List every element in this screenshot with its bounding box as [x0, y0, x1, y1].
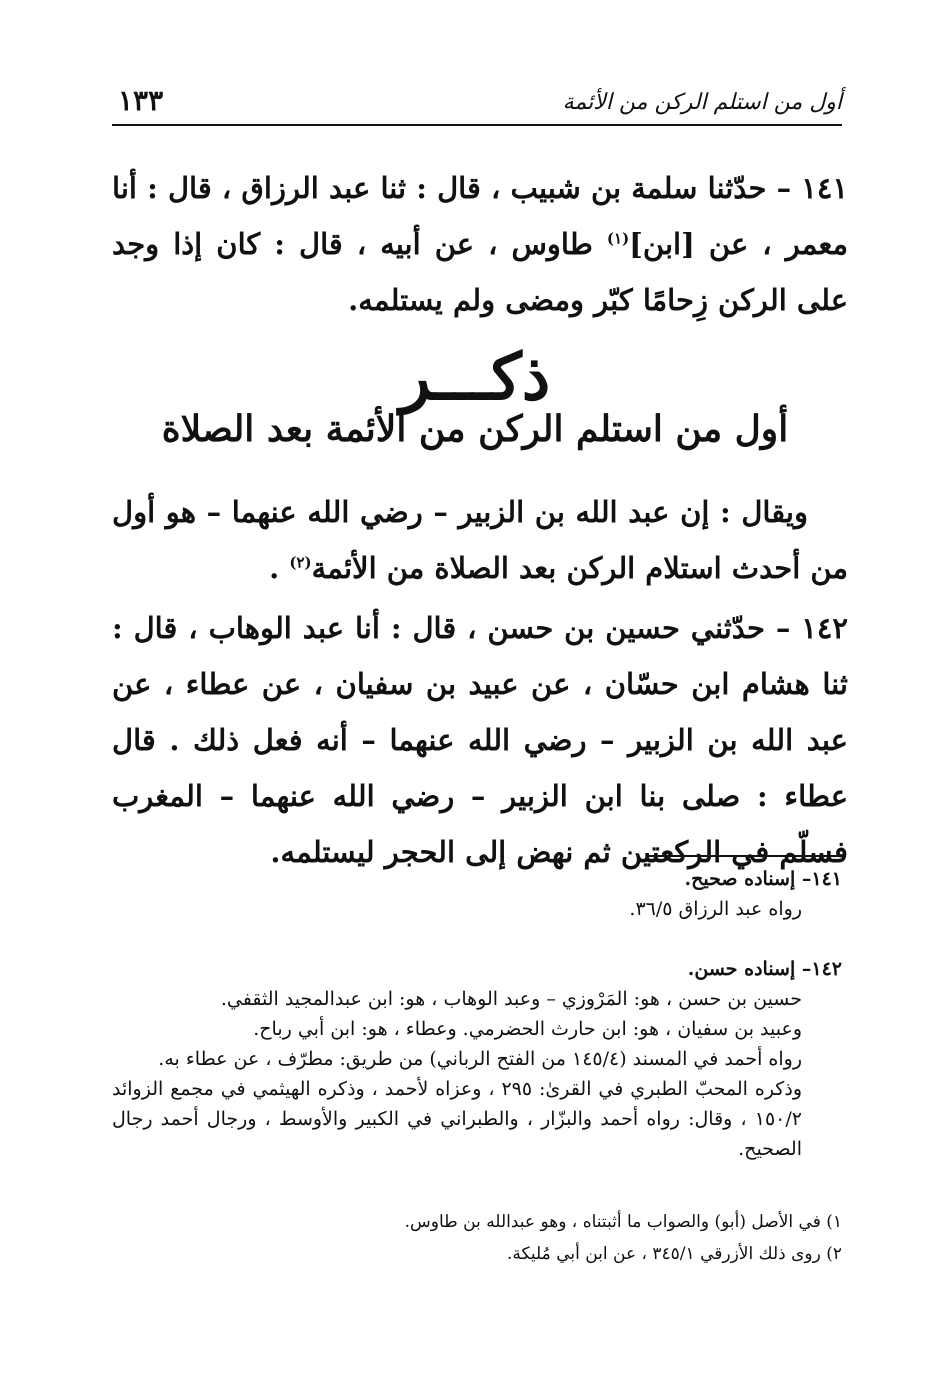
footnote-141 [112, 864, 842, 924]
footnote-142-line: وذكره المحبّ الطبري في القرىٰ: ٢٩٥ ، وعزاه لأحمد ، وذكره الهيثمي في مجمع الزوائد ١٥٠/٢ ، وقال: رواه أحمد والبزّار ، والطبراني في الكبير والأوسط ، ورجال أحمد رجال الصحيح. [112, 1078, 802, 1160]
section-intro [112, 484, 848, 596]
hadith-142-number: ١٤٢ – [775, 611, 848, 645]
footnote-141-head: ١٤١– إسناده صحيح. [684, 868, 842, 890]
footnote-ref-1: (١) [606, 229, 630, 248]
footnote-divider [648, 855, 842, 857]
footnote-ref-2: (٢) [289, 553, 312, 572]
footnote-142 [112, 954, 842, 1164]
hadith-142-text: حدّثني حسين بن حسن ، قال : أنا عبد الوهاب ، قال : ثنا هشام ابن حسّان ، عن عبيد بن سفيان ، عن عطاء ، عن عبد الله بن الزبير – رضي الله عنهما – أنه فعل ذلك . قال عطاء : صلى بنا ابن الزبير – رضي الله عنهما – المغرب فسلّم في الركعتين ثم نهض إلى الحجر ليستلمه. [112, 611, 848, 869]
margin-note-2: ٢) روى ذلك الأزرقي ٣٤٥/١ ، عن ابن أبي مُليكة. [507, 1244, 842, 1264]
margin-note-1: ١) في الأصل (أبو) والصواب ما أثبتناه ، وهو عبدالله بن طاوس. [404, 1212, 842, 1232]
hadith-141-text-b: طاوس ، عن أبيه ، قال : كان إذا وجد على الركن زِحامًا كبّر ومضى ولم يستلمه. [112, 227, 848, 317]
hadith-141 [112, 160, 848, 328]
footnote-142-line: وعبيد بن سفيان ، هو: ابن حارث الحضرمي. وعطاء ، هو: ابن أبي رباح. [253, 1018, 802, 1040]
section-intro-end: . [269, 551, 280, 585]
footnote-142-line: رواه أحمد في المسند (١٤٥/٤ من الفتح الرباني) من طريق: مطرّف ، عن عطاء به. [158, 1048, 802, 1070]
hadith-141-number: ١٤١ – [776, 171, 848, 205]
section-intro-text: ويقال : إن عبد الله بن الزبير – رضي الله عنهما – هو أول من أحدث استلام الركن بعد الصلاة من الأئمة [112, 495, 848, 585]
section-title: أول من استلم الركن من الأئمة بعد الصلاة [161, 408, 789, 450]
hadith-142 [112, 600, 848, 880]
page-number: ١٣٣ [118, 84, 164, 117]
footnote-142-line: حسين بن حسن ، هو: المَرْوزي – وعبد الوهاب ، هو: ابن عبدالمجيد الثقفي. [220, 988, 802, 1010]
running-title: أول من استلم الركن من الأئمة [562, 90, 842, 115]
section-word: ذكـــر [399, 340, 551, 415]
page-header [112, 84, 842, 126]
footnote-142-head: ١٤٢– إسناده حسن. [687, 958, 842, 980]
margin-notes [300, 1206, 842, 1270]
footnote-141-line: رواه عبد الرزاق ٣٦/٥. [629, 898, 802, 920]
hadith-141-text-a: حدّثنا سلمة بن شبيب ، قال : ثنا عبد الرزاق ، قال : أنا معمر ، عن [ابن] [112, 171, 848, 261]
